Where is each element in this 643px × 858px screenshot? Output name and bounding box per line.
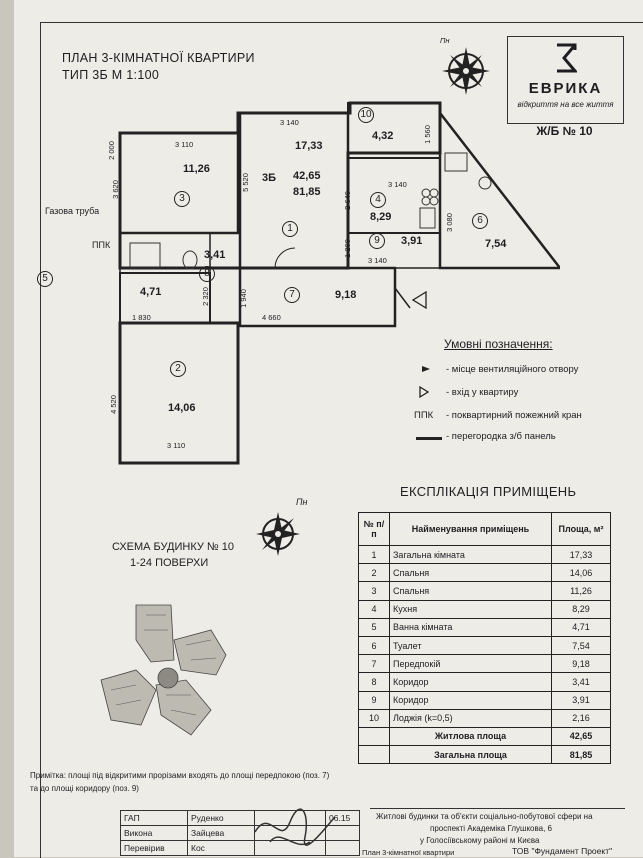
cell-name: Лоджія (k=0,5)	[390, 709, 552, 727]
building-code: Ж/Б № 10	[536, 124, 593, 138]
room-1-marker: 1	[282, 221, 298, 237]
stamp-role: Перевірив	[121, 841, 188, 856]
cell-name: Спальня	[390, 564, 552, 582]
dim-3080: 3 080	[444, 213, 454, 232]
dim-1830: 1 830	[132, 313, 151, 322]
room-5-marker-outside: 5	[37, 271, 53, 287]
col-header-name: Найменування приміщень	[390, 513, 552, 546]
table-row	[359, 582, 611, 600]
dim-2320: 2 320	[200, 287, 210, 306]
col-header-num: № п/п	[359, 513, 390, 546]
room-7-area: 9,18	[335, 289, 357, 301]
partition-symbol	[416, 437, 442, 440]
total-area-label: Загальна площа	[390, 746, 552, 764]
cell-name: Передпокій	[390, 655, 552, 673]
cell-area: 3,91	[552, 691, 611, 709]
company-name: ТОВ "Фундамент Проект"	[512, 846, 613, 856]
table-row-total	[359, 746, 611, 764]
stamp-name: Руденко	[188, 811, 255, 826]
room-2-area: 14,06	[168, 402, 196, 414]
room-4-marker: 4	[370, 192, 386, 208]
north-label: Пн	[440, 36, 450, 45]
ppk-label: ППК	[92, 240, 111, 250]
legend-partition: - перегородка з/б панель	[446, 431, 556, 442]
room-7-marker: 7	[284, 287, 300, 303]
dim-3140-mid: 3 140	[388, 180, 407, 189]
drawing-name: План 3-кімнатної квартири	[362, 848, 455, 857]
apartment-type: 3Б	[262, 172, 277, 184]
cell-num: 5	[359, 618, 390, 636]
cell-area: 11,26	[552, 582, 611, 600]
gas-pipe-label: Газова труба	[45, 206, 100, 216]
note-line1: Примітка: площі під відкритими прорізами входять до площі передпокою (поз. 7)	[30, 771, 330, 780]
cell-num: 9	[359, 691, 390, 709]
dim-3110-bottom: 3 110	[167, 441, 186, 450]
scheme-north-label: Пн	[296, 497, 308, 507]
room-4-area: 8,29	[370, 211, 392, 223]
note-line2: та до площі коридору (поз. 9)	[30, 784, 139, 793]
dim-2000: 2 000	[106, 141, 116, 160]
cell-area: 2,16	[552, 709, 611, 727]
legend-ppk: - поквартирний пожежний кран	[446, 410, 582, 421]
legend-vent: - місце вентиляційного отвору	[446, 364, 579, 375]
room-9-marker: 9	[369, 233, 385, 249]
cell-area: 17,33	[552, 546, 611, 564]
dim-5520: 5 520	[240, 173, 250, 192]
stamp-name: Зайцева	[188, 826, 255, 841]
table-row	[359, 600, 611, 618]
col-header-area: Площа, м²	[552, 513, 611, 546]
dim-3110-top: 3 110	[175, 140, 194, 149]
room-2-marker: 2	[170, 361, 186, 377]
table-row	[359, 546, 611, 564]
room-3-area: 11,26	[183, 163, 210, 175]
table-row	[359, 691, 611, 709]
cell-num: 1	[359, 546, 390, 564]
room-5-area: 4,71	[140, 286, 162, 298]
legend-title: Умовні позначення:	[444, 337, 553, 351]
scheme-floors: 1-24 ПОВЕРХИ	[130, 557, 209, 569]
plan-total-area: 81,85	[293, 186, 321, 198]
stamp-name: Кос	[188, 841, 255, 856]
dim-3620: 3 620	[110, 180, 120, 199]
total-area-value: 81,85	[552, 746, 611, 764]
plan-title: ПЛАН 3-КІМНАТНОЇ КВАРТИРИ	[62, 51, 255, 65]
project-line2: проспекті Академіка Глушкова, 6	[430, 824, 552, 833]
stamp-role: ГАП	[121, 811, 188, 826]
building-scheme	[96, 600, 246, 740]
cell-area: 8,29	[552, 600, 611, 618]
room-6-area: 7,54	[485, 238, 507, 250]
title-block-line	[370, 808, 625, 809]
dim-4660: 4 660	[262, 313, 281, 322]
cell-num: 2	[359, 564, 390, 582]
cell-num: 4	[359, 600, 390, 618]
cell-num: 8	[359, 673, 390, 691]
signature-scribble	[250, 802, 340, 857]
cell-name: Туалет	[390, 636, 552, 654]
cell-num: 7	[359, 655, 390, 673]
project-line1: Житлові будинки та об'єкти соціально-побутової сфери на	[376, 812, 593, 821]
cell-num: 6	[359, 636, 390, 654]
cell-name: Загальна кімната	[390, 546, 552, 564]
explication-table	[358, 512, 611, 764]
room-1-area: 17,33	[295, 140, 323, 152]
plan-subtitle: ТИП 3Б М 1:100	[62, 68, 160, 82]
vent-symbol-icon	[420, 364, 432, 374]
dim-1200: 1 200	[342, 239, 352, 258]
table-row	[359, 636, 611, 654]
cell-area: 7,54	[552, 636, 611, 654]
table-header-row	[359, 513, 611, 546]
table-row	[359, 709, 611, 727]
entrance-arrow-icon	[410, 290, 428, 310]
legend-entry: - вхід у квартиру	[446, 387, 519, 398]
cell-name: Кухня	[390, 600, 552, 618]
dim-4520: 4 520	[108, 395, 118, 414]
cell-area: 9,18	[552, 655, 611, 673]
plan-living-area: 42,65	[293, 170, 321, 182]
legend-ppk-symbol: ППК	[414, 410, 434, 421]
sigma-logo-icon	[555, 43, 577, 73]
dim-3140-top: 3 140	[280, 118, 299, 127]
explication-title: ЕКСПЛІКАЦІЯ ПРИМІЩЕНЬ	[400, 484, 577, 499]
scheme-title: СХЕМА БУДИНКУ № 10	[112, 541, 234, 553]
dim-1560: 1 560	[422, 125, 432, 144]
logo-name: ЕВРИКА	[528, 80, 603, 97]
living-area-value: 42,65	[552, 727, 611, 745]
table-row-living	[359, 727, 611, 745]
table-row	[359, 564, 611, 582]
dim-1940: 1 940	[238, 289, 248, 308]
cell-area: 3,41	[552, 673, 611, 691]
project-line3: у Голосіївському районі м Києва	[420, 836, 540, 845]
dim-2640: 2 640	[342, 191, 352, 210]
room-8-marker: 8	[199, 266, 215, 282]
room-3-marker: 3	[174, 191, 190, 207]
stamp-role: Викона	[121, 826, 188, 841]
cell-name: Коридор	[390, 691, 552, 709]
table-row	[359, 618, 611, 636]
room-8-area: 3,41	[204, 249, 226, 261]
room-6-marker: 6	[472, 213, 488, 229]
cell-name: Коридор	[390, 673, 552, 691]
cell-num: 10	[359, 709, 390, 727]
table-row	[359, 655, 611, 673]
logo-slogan: відкриття на все життя	[517, 100, 614, 109]
cell-area: 4,71	[552, 618, 611, 636]
scheme-compass-icon	[254, 510, 302, 558]
cell-name: Ванна кімната	[390, 618, 552, 636]
room-10-area: 4,32	[372, 130, 394, 142]
entry-symbol-icon	[418, 385, 430, 399]
stamp-date: 06.15	[326, 811, 360, 826]
dim-3140-low: 3 140	[368, 256, 387, 265]
table-row	[359, 673, 611, 691]
compass-rose-icon	[440, 45, 492, 97]
living-area-label: Житлова площа	[390, 727, 552, 745]
room-10-marker: 10	[358, 107, 374, 123]
room-9-area: 3,91	[401, 235, 423, 247]
cell-area: 14,06	[552, 564, 611, 582]
cell-num: 3	[359, 582, 390, 600]
cell-name: Спальня	[390, 582, 552, 600]
